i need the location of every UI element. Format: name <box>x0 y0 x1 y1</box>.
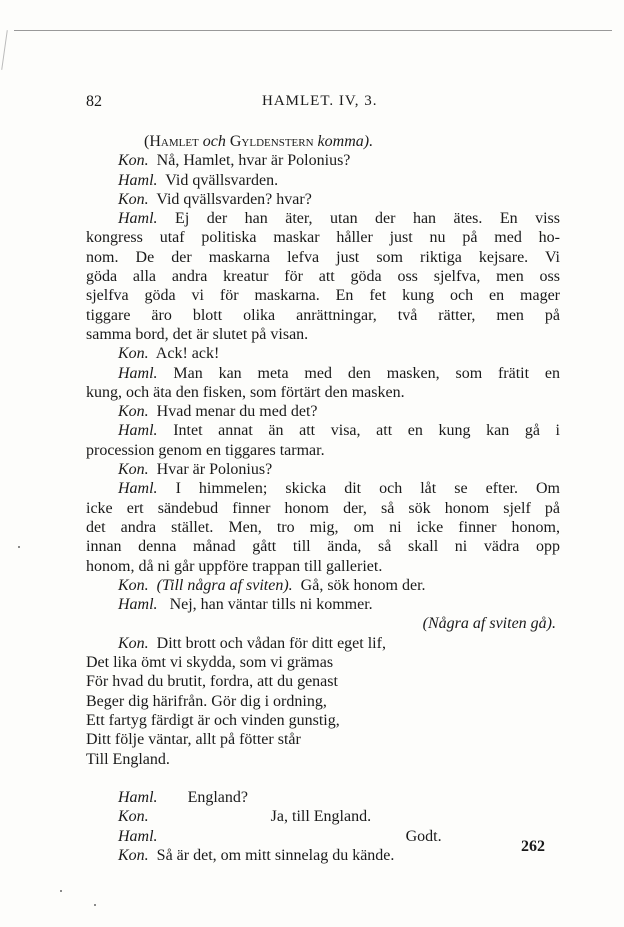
prose-line: sjelfva göda vi för maskarna. En fet kung och en mager <box>86 287 560 305</box>
verse-line: Till England. <box>86 750 170 768</box>
verse-line: Beger dig härifrån. Gör dig i ordning, <box>86 692 327 710</box>
prose-line: göda alla andra kreatur för att göda oss sjelfva, men oss <box>86 268 560 286</box>
speck <box>60 890 62 892</box>
speech-line: Kon. Så är det, om mitt sinnelag du kände. <box>118 846 395 864</box>
verse-line <box>86 769 560 788</box>
speech-line: Haml. Man kan meta med den masken, som frätit en <box>118 364 561 382</box>
speech-line: Haml. I himmelen; skicka dit och låt se efter. Om <box>118 480 561 498</box>
speech-line: Kon. Hvar är Polonius? <box>118 461 273 479</box>
prose-line: det andra stället. Men, tro mig, om ni icke finner honom, <box>86 518 560 536</box>
prose-line: procession genom en tiggares tarmar. <box>86 441 325 459</box>
prose-line: icke ert sändebud finner honom der, så sök honom sjelf på <box>86 499 560 517</box>
speech-line: Kon. Hvad menar du med det? <box>118 403 318 421</box>
speech-line: Haml. Nej, han väntar tills ni kommer. <box>118 596 373 614</box>
prose-line: samma bord, det är slutet på visan. <box>86 325 309 343</box>
verse-line: För hvad du brutit, fordra, att du genast <box>86 673 338 691</box>
running-head: HAMLET. IV, 3. <box>262 93 378 109</box>
page-body <box>86 132 560 865</box>
speech-line: Kon. (Till några af sviten). Gå, sök honom der. <box>118 576 426 594</box>
speech-line: Haml. Intet annat än att visa, att en kung kan gå i <box>118 422 561 440</box>
speech-line: Kon. Vid qvällsvarden? hvar? <box>118 190 312 208</box>
prose-line: tiggare äro blott olika anrättningar, två rätter, men på <box>86 306 560 324</box>
signature-mark: 262 <box>521 838 545 855</box>
prose-line: kung, och äta den fisken, som förtärt den masken. <box>86 383 405 401</box>
prose-line: kongress utaf politiska maskar håller just nu på med ho- <box>86 229 560 247</box>
verse-line: Det lika ömt vi skydda, som vi grämas <box>86 654 334 672</box>
speech-line: Kon. Ditt brott och vådan för ditt eget lif, <box>118 634 386 652</box>
prose-line: innan denna månad gått till ända, så skall ni vädra opp <box>86 538 560 556</box>
stage-direction: (Några af sviten gå). <box>422 615 556 633</box>
stage-entry: (Hamlet och Gyldenstern komma). <box>144 133 374 150</box>
speech-line: Haml. England? <box>118 789 248 807</box>
speech-line: Haml. Godt. <box>118 827 442 845</box>
verse-line: Ett fartyg färdigt är och vinden gunstig, <box>86 711 340 729</box>
prose-line: nom. De der maskarna lefva just som riktiga kejsare. Vi <box>86 248 560 266</box>
speech-line: Kon. Ack! ack! <box>118 345 220 363</box>
prose-line: honom, då ni går uppföre trappan till galleriet. <box>86 557 383 575</box>
speck <box>18 546 20 548</box>
page-number: 82 <box>86 93 102 110</box>
speech-line: Kon. Nå, Hamlet, hvar är Polonius? <box>118 152 351 170</box>
speech-line: Kon. Ja, till England. <box>118 808 372 826</box>
verse-line: Ditt följe väntar, allt på fötter står <box>86 731 301 749</box>
speech-line: Haml. Vid qvällsvarden. <box>118 171 279 189</box>
speck <box>94 904 96 906</box>
speech-line: Haml. Ej der han äter, utan der han ätes. En viss <box>118 210 561 228</box>
